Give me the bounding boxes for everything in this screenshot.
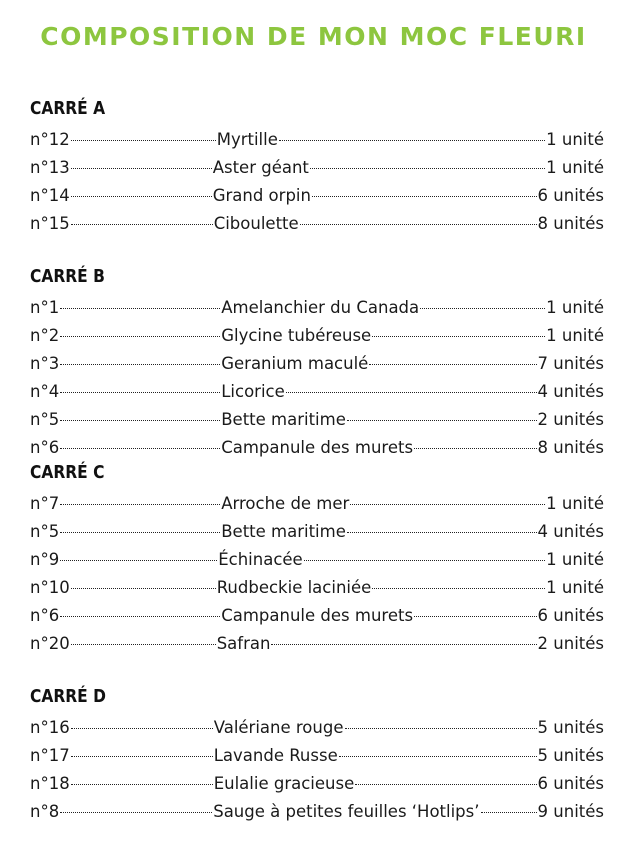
dot-leader <box>71 168 212 169</box>
plant-name: Myrtille <box>216 130 278 149</box>
dot-leader <box>60 336 220 337</box>
dot-leader <box>286 392 537 393</box>
dot-leader <box>60 308 220 309</box>
plant-number: n°16 <box>30 718 70 737</box>
plant-quantity: 2 unités <box>537 410 604 429</box>
plant-row <box>30 490 604 518</box>
plant-quantity: 6 unités <box>537 774 604 793</box>
plant-row <box>30 294 604 322</box>
plant-name: Aster géant <box>212 158 309 177</box>
plant-number: n°10 <box>30 578 70 597</box>
page-title: COMPOSITION DE MON MOC FLEURI <box>40 22 587 51</box>
plant-quantity: 8 unités <box>537 214 604 233</box>
dot-leader <box>71 224 213 225</box>
plant-quantity: 4 unités <box>537 522 604 541</box>
dot-leader <box>372 336 545 337</box>
section-carre-d <box>30 686 604 826</box>
plant-quantity: 2 unités <box>537 634 604 653</box>
plant-name: Échinacée <box>218 550 303 569</box>
plant-row <box>30 126 604 154</box>
plant-row <box>30 350 604 378</box>
plant-name: Campanule des murets <box>221 438 414 457</box>
dot-leader <box>60 560 217 561</box>
dot-leader <box>71 588 216 589</box>
dot-leader <box>271 644 536 645</box>
dot-leader <box>71 756 213 757</box>
plant-row <box>30 154 604 182</box>
plant-name: Sauge à petites feuilles ‘Hotlips’ <box>213 802 480 821</box>
plant-name: Amelanchier du Canada <box>221 298 420 317</box>
dot-leader <box>420 308 545 309</box>
plant-row <box>30 546 604 574</box>
dot-leader <box>355 784 536 785</box>
dot-leader <box>304 560 545 561</box>
plant-name: Campanule des murets <box>221 606 414 625</box>
dot-leader <box>310 168 545 169</box>
dot-leader <box>347 532 537 533</box>
plant-row <box>30 322 604 350</box>
dot-leader <box>60 448 220 449</box>
plant-number: n°9 <box>30 550 60 569</box>
dot-leader <box>279 140 545 141</box>
plant-row <box>30 714 604 742</box>
plant-row <box>30 770 604 798</box>
plant-name: Geranium maculé <box>221 354 369 373</box>
plant-number: n°8 <box>30 802 60 821</box>
dot-leader <box>60 392 220 393</box>
plant-name: Safran <box>216 634 271 653</box>
dot-leader <box>71 728 213 729</box>
dot-leader <box>369 364 536 365</box>
plant-quantity: 8 unités <box>537 438 604 457</box>
plant-quantity: 1 unité <box>546 494 604 513</box>
dot-leader <box>60 420 220 421</box>
dot-leader <box>372 588 545 589</box>
plant-quantity: 1 unité <box>546 578 604 597</box>
dot-leader <box>60 616 220 617</box>
plant-name: Licorice <box>221 382 285 401</box>
plant-quantity: 4 unités <box>537 382 604 401</box>
plant-number: n°18 <box>30 774 70 793</box>
plant-number: n°14 <box>30 186 70 205</box>
section-carre-c <box>30 462 604 658</box>
plant-name: Rudbeckie laciniée <box>216 578 372 597</box>
plant-row <box>30 210 604 238</box>
dot-leader <box>350 504 545 505</box>
plant-quantity: 1 unité <box>546 130 604 149</box>
plant-number: n°12 <box>30 130 70 149</box>
plant-number: n°7 <box>30 494 60 513</box>
dot-leader <box>71 644 216 645</box>
dot-leader <box>481 812 537 813</box>
plant-number: n°15 <box>30 214 70 233</box>
plant-quantity: 1 unité <box>546 326 604 345</box>
plant-row <box>30 378 604 406</box>
plant-quantity: 1 unité <box>546 298 604 317</box>
plant-row <box>30 518 604 546</box>
dot-leader <box>60 364 220 365</box>
plant-quantity: 6 unités <box>537 186 604 205</box>
plant-row <box>30 602 604 630</box>
plant-row <box>30 630 604 658</box>
dot-leader <box>71 140 216 141</box>
dot-leader <box>414 448 536 449</box>
dot-leader <box>312 196 537 197</box>
plant-name: Bette maritime <box>221 522 346 541</box>
plant-name: Grand orpin <box>212 186 311 205</box>
plant-name: Glycine tubéreuse <box>221 326 372 345</box>
section-carre-b <box>30 266 604 462</box>
dot-leader <box>71 196 212 197</box>
plant-quantity: 1 unité <box>546 158 604 177</box>
dot-leader <box>60 504 220 505</box>
plant-number: n°5 <box>30 410 60 429</box>
plant-row <box>30 434 604 462</box>
plant-list <box>30 714 604 826</box>
plant-number: n°6 <box>30 438 60 457</box>
plant-number: n°6 <box>30 606 60 625</box>
plant-row <box>30 742 604 770</box>
plant-quantity: 5 unités <box>537 718 604 737</box>
plant-list <box>30 294 604 462</box>
plant-name: Valériane rouge <box>213 718 344 737</box>
plant-quantity: 1 unité <box>546 550 604 569</box>
plant-name: Lavande Russe <box>213 746 338 765</box>
section-title: CARRÉ C <box>30 462 105 483</box>
plant-number: n°4 <box>30 382 60 401</box>
section-title: CARRÉ A <box>30 98 106 119</box>
dot-leader <box>71 784 213 785</box>
dot-leader <box>414 616 536 617</box>
plant-name: Eulalie gracieuse <box>213 774 355 793</box>
plant-number: n°1 <box>30 298 60 317</box>
plant-quantity: 6 unités <box>537 606 604 625</box>
section-carre-a <box>30 98 604 238</box>
plant-name: Arroche de mer <box>221 494 350 513</box>
plant-number: n°3 <box>30 354 60 373</box>
plant-number: n°13 <box>30 158 70 177</box>
dot-leader <box>60 532 220 533</box>
plant-number: n°2 <box>30 326 60 345</box>
dot-leader <box>300 224 537 225</box>
plant-name: Bette maritime <box>221 410 346 429</box>
plant-quantity: 5 unités <box>537 746 604 765</box>
plant-quantity: 9 unités <box>537 802 604 821</box>
dot-leader <box>339 756 537 757</box>
plant-list <box>30 126 604 238</box>
dot-leader <box>60 812 212 813</box>
section-title: CARRÉ B <box>30 266 105 287</box>
plant-row <box>30 798 604 826</box>
dot-leader <box>347 420 537 421</box>
plant-row <box>30 406 604 434</box>
plant-row <box>30 574 604 602</box>
plant-number: n°5 <box>30 522 60 541</box>
dot-leader <box>345 728 537 729</box>
plant-name: Ciboulette <box>213 214 299 233</box>
plant-row <box>30 182 604 210</box>
plant-list <box>30 490 604 658</box>
plant-number: n°20 <box>30 634 70 653</box>
plant-number: n°17 <box>30 746 70 765</box>
section-title: CARRÉ D <box>30 686 107 707</box>
plant-quantity: 7 unités <box>537 354 604 373</box>
